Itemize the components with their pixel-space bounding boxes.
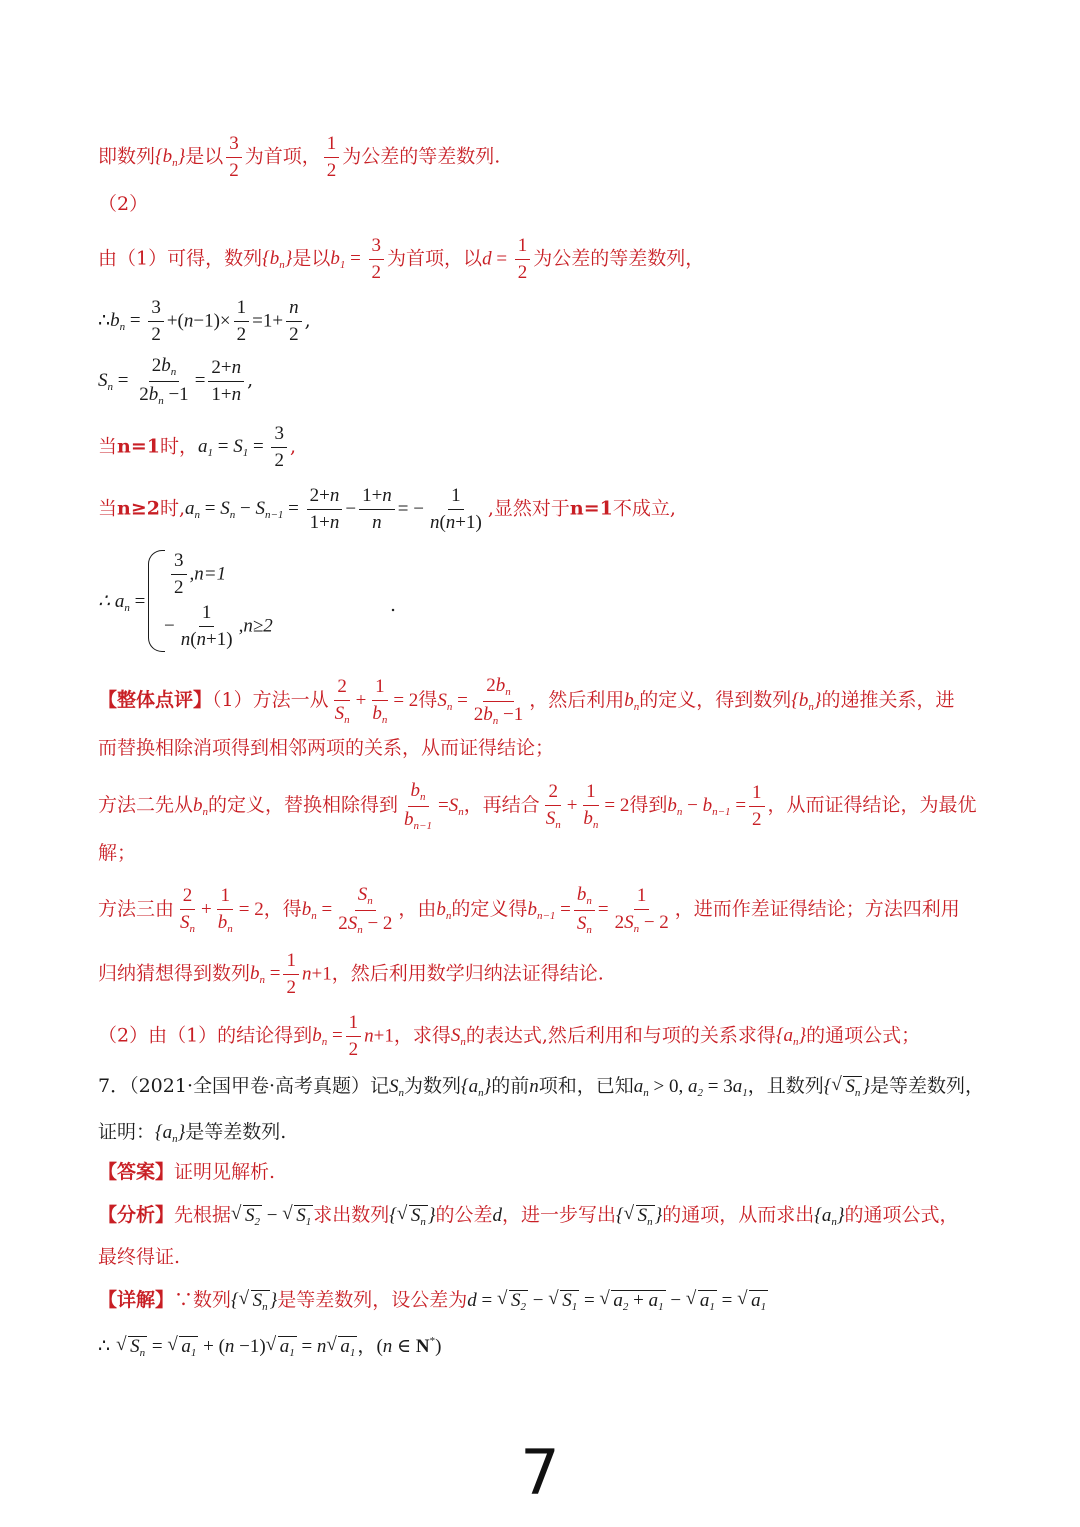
case-n2-line: 当n≥2时$,a_n = S_n - S_{n-1}$ = $\frac{2+n}{1+n}$ − $\frac{1+n}{n}$ = − $\frac{1}{n(n+1)}$ ,显然对于n=1不成立, (98, 485, 676, 533)
comment-part-2-line: （2）由（1）的结论得到$b_n$ = $\frac{1}{2}$ n+1，求得$S_n$的表达式,然后利用和与项的关系求得$\{a_n\}$的通项公式； (98, 1012, 921, 1060)
comment-method-4-line: 归纳猜想得到数列$b_n$ = $\frac{1}{2}$ n+1，然后利用数学归纳法证得结论. (98, 950, 604, 998)
conclusion-line: 即数列$\{b_n\}$是以 $\frac{3}{2}$ 为首项， $\frac{1}{2}$ 为公差的等差数列. (98, 133, 501, 181)
left-brace (148, 550, 165, 652)
case-n1-line: 当n=1时，$a_1 = S_1$ = $\frac{3}{2}$ , (98, 423, 296, 471)
analysis-line: 【分析】先根据√ $S_2$ − √ $S_1$ 求出数列{√ $S_n$ }的公差d，进一步写出{√ $S_n$ }的通项，从而求出$\{a_n\}$的通项公式， (98, 1205, 996, 1228)
page-number: 7 (520, 1436, 560, 1509)
comment-method-1-line: 【整体点评】（1）方法一从 $\frac{2}{S_n}$ + $\frac{1}{b_n}$ = 2得$S_n$ = $\frac{2b_n}{2b_n -1}$ ，然后利用$b_n$的定义，得到数列$\{b_n\}$的递推关系，进 (98, 675, 955, 727)
sn-formula-line: $S_n$ = $\frac{2b_n}{2b_n -1}$ = $\frac{2+n}{1+n}$ , (98, 355, 254, 407)
last-line: ∴ √ $S_n$ = √ $a_1 + (n -1)√$ $a_1 = n√$ $a_1$ ，(n ∈ N*) (98, 1336, 996, 1359)
case-row-1: $\frac{3}{2}$ ,n=1 (168, 550, 226, 599)
comment-method-3-line: 方法三由 $\frac{2}{S_n}$ + $\frac{1}{b_n}$ = 2，得$b_n$ = $\frac{S_n}{2S_n - 2}$ ，由$b_n$的定义得$b_{n-1}$ = $\frac{b_n}{S_n}$ = $\frac{1}{2S_n - 2}$ ，进而作差证得结论；方法四利用 (98, 884, 960, 936)
part-2-intro-line: 由（1）可得，数列$\{b_n\}$是以$b_1$ = $\frac{3}{2}$ 为首项，以d = $\frac{1}{2}$ 为公差的等差数列， (98, 235, 705, 283)
detail-line: 【详解】∵数列{√ $S_n$ }是等差数列，设公差为d = √ $S_2$ − √ $S_1$ = √ $a_2 + a_1$ − √ $a_1$ = √ $a_1$ (98, 1290, 996, 1313)
case-row-2: − $\frac{1}{n(n+1)}$ ,n≥2 (164, 602, 273, 650)
part-2-label: （2） (98, 193, 149, 215)
comment-method-2-cont: 解； (98, 842, 137, 864)
bn-formula-line: $\therefore b_n$ = $\frac{3}{2}$ +(n−1)× $\frac{1}{2}$ =1+ $\frac{n}{2}$ , (98, 297, 311, 345)
comment-method-2-line: 方法二先从$b_n$的定义，替换相除得到 $\frac{b_n}{b_{n-1}}$ $=S_n$，再结合 $\frac{2}{S_n}$ + $\frac{1}{b_n}$ = 2得到$b_n - b_{n-1}$ = $\frac{1}{2}$ ，从而证得结论，为最优 (98, 780, 977, 832)
comment-method-1-cont: 而替换相除消项得到相邻两项的关系，从而证得结论； (98, 737, 555, 759)
answer-line: 【答案】证明见解析. (98, 1161, 276, 1183)
problem-7-statement-cont: 证明：$\{a_n\}$是等差数列. (98, 1121, 287, 1145)
analysis-line-cont: 最终得证. (98, 1246, 181, 1268)
piecewise-an: ∴ $a_n$ = $\frac{3}{2}$ ,n=1 − $\frac{1}{n(n+1)}$ ,n≥2 . (98, 548, 398, 658)
problem-7-statement: 7．（2021·全国甲卷·高考真题）记$S_n$为数列$\{a_n\}$的前n项和，已知$a_n > 0$, $a_2 = 3a_1$，且数列{√ $S_n$ }是等差数列， (98, 1076, 996, 1099)
